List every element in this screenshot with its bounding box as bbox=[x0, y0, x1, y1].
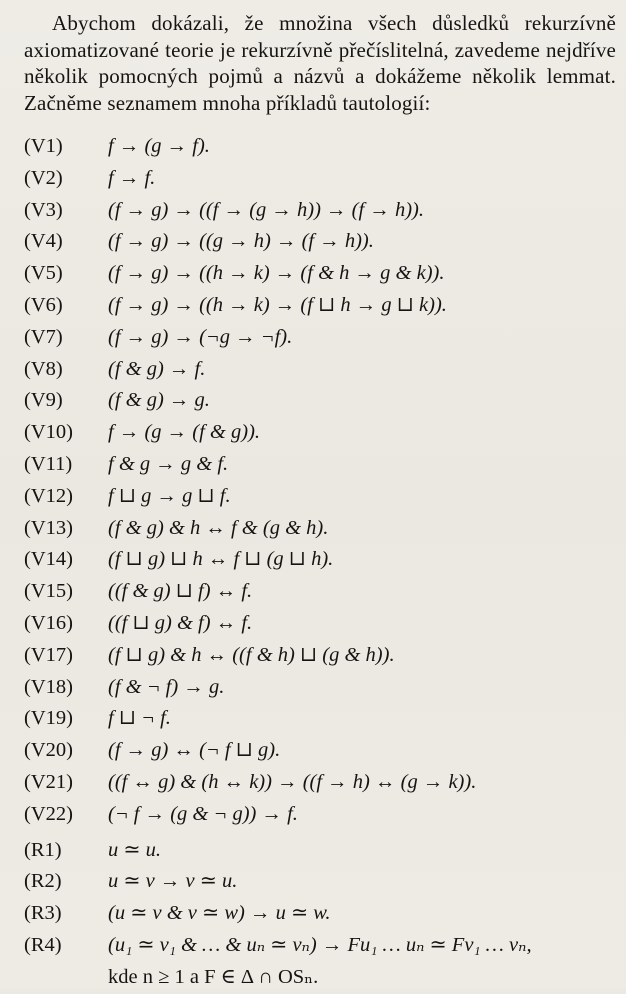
tautology-formula: (f → g) → ((f → (g → h)) → (f → h)). bbox=[108, 198, 424, 221]
tautology-row bbox=[0, 735, 626, 767]
tautology-formula: f & g → g & f. bbox=[108, 452, 229, 475]
tautology-label: (V19) bbox=[24, 707, 73, 730]
tautology-formula: f → (g → f). bbox=[108, 135, 210, 157]
tautology-label: (V18) bbox=[24, 675, 73, 698]
tautology-label: (V22) bbox=[24, 802, 73, 825]
tautology-label: (V1) bbox=[24, 135, 63, 157]
tautology-label: (V9) bbox=[24, 389, 63, 412]
tautology-label: (V12) bbox=[24, 484, 73, 507]
tautology-formula: (f ⊔ g) & h ↔ ((f & h) ⊔ (g & h)). bbox=[108, 643, 395, 666]
tautology-row bbox=[0, 385, 626, 417]
tautology-row bbox=[0, 608, 626, 640]
rule-formula: (u₁ ≃ v₁ & … & uₙ ≃ vₙ) → Fu₁ … uₙ ≃ Fv₁ … vₙ, bbox=[108, 933, 532, 956]
rule-label: (R3) bbox=[24, 902, 62, 925]
tautology-row bbox=[0, 449, 626, 481]
tautology-label: (V2) bbox=[24, 166, 63, 189]
tautology-formula: f → f. bbox=[108, 166, 156, 189]
tautology-label: (V4) bbox=[24, 230, 63, 253]
tautology-row bbox=[0, 322, 626, 354]
tautology-formula: (f & g) → f. bbox=[108, 357, 206, 380]
tautology-row bbox=[0, 799, 626, 831]
tautology-formula: ((f ⊔ g) & f) ↔ f. bbox=[108, 611, 253, 634]
rule-formula: (u ≃ v & v ≃ w) → u ≃ w. bbox=[108, 902, 331, 925]
tautology-row bbox=[0, 258, 626, 290]
tautology-label: (V5) bbox=[24, 262, 63, 285]
tautology-formula: (f & g) → g. bbox=[108, 389, 210, 412]
rule-formula: u ≃ v → v ≃ u. bbox=[108, 870, 238, 893]
tautology-formula: (f → g) → ((h → k) → (f ⊔ h → g ⊔ k)). bbox=[108, 293, 447, 316]
footer-condition: kde n ≥ 1 a F ∈ Δ ∩ OSₙ. bbox=[108, 965, 319, 988]
rule-row bbox=[0, 835, 626, 867]
tautology-label: (V20) bbox=[24, 739, 73, 762]
tautology-row bbox=[0, 544, 626, 576]
tautology-formula: (¬ f → (g & ¬ g)) → f. bbox=[108, 802, 298, 825]
tautology-formula: f ⊔ ¬ f. bbox=[108, 707, 171, 730]
tautology-label: (V3) bbox=[24, 198, 63, 221]
tautology-row bbox=[0, 131, 626, 163]
tautology-row bbox=[0, 767, 626, 799]
tautology-row bbox=[0, 354, 626, 386]
tautology-label: (V17) bbox=[24, 643, 73, 666]
tautology-row bbox=[0, 576, 626, 608]
intro-paragraph: Abychom dokázali, že množina všech důsledků rekurzívně axiomatizované teorie je rekurzívně přečíslitelná, zavedeme nejdříve několik pomocných pojmů a názvů a dokážeme několik lemmat. Začněme seznamem mnoha příkladů tautologií: bbox=[24, 11, 616, 115]
tautology-formula: f ⊔ g → g ⊔ f. bbox=[108, 484, 231, 507]
tautology-label: (V16) bbox=[24, 611, 73, 634]
tautology-formula: (f & ¬ f) → g. bbox=[108, 675, 225, 698]
tautology-row bbox=[0, 195, 626, 227]
tautology-formula: (f → g) ↔ (¬ f ⊔ g). bbox=[108, 739, 281, 762]
rule-row bbox=[0, 866, 626, 898]
tautology-formula: f → (g → (f & g)). bbox=[108, 421, 261, 444]
tautology-formula: (f → g) → (¬g → ¬f). bbox=[108, 325, 293, 348]
tautology-label: (V15) bbox=[24, 580, 73, 603]
rule-row bbox=[0, 930, 626, 962]
tautology-list bbox=[0, 131, 626, 994]
tautology-label: (V13) bbox=[24, 516, 73, 539]
tautology-label: (V7) bbox=[24, 325, 63, 348]
tautology-row bbox=[0, 163, 626, 195]
tautology-row bbox=[0, 226, 626, 258]
rule-label: (R2) bbox=[24, 870, 62, 893]
tautology-label: (V21) bbox=[24, 770, 73, 793]
tautology-row bbox=[0, 640, 626, 672]
tautology-formula: ((f & g) ⊔ f) ↔ f. bbox=[108, 580, 253, 603]
tautology-formula: (f → g) → ((h → k) → (f & h → g & k)). bbox=[108, 262, 445, 285]
tautology-formula: (f → g) → ((g → h) → (f → h)). bbox=[108, 230, 374, 253]
tautology-row bbox=[0, 703, 626, 735]
tautology-formula: ((f ↔ g) & (h ↔ k)) → ((f → h) ↔ (g → k)). bbox=[108, 770, 477, 793]
rule-formula: u ≃ u. bbox=[108, 838, 162, 861]
tautology-row bbox=[0, 417, 626, 449]
tautology-row bbox=[0, 290, 626, 322]
tautology-label: (V8) bbox=[24, 357, 63, 380]
tautology-row bbox=[0, 672, 626, 704]
rule-row bbox=[0, 898, 626, 930]
rule-label: (R1) bbox=[24, 838, 62, 861]
tautology-row bbox=[0, 513, 626, 545]
tautology-formula: (f & g) & h ↔ f & (g & h). bbox=[108, 516, 329, 539]
tautology-row bbox=[0, 481, 626, 513]
tautology-label: (V6) bbox=[24, 293, 63, 316]
tautology-formula: (f ⊔ g) ⊔ h ↔ f ⊔ (g ⊔ h). bbox=[108, 548, 334, 571]
tautology-label: (V10) bbox=[24, 421, 73, 444]
tautology-label: (V11) bbox=[24, 452, 73, 475]
tautology-label: (V14) bbox=[24, 548, 73, 571]
rule-label: (R4) bbox=[24, 933, 62, 956]
